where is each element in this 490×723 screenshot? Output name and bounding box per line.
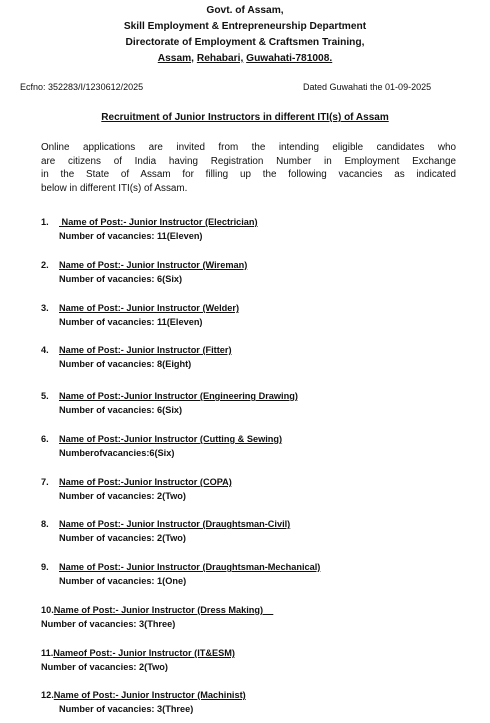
post-name: Name of Post:- Junior Instructor (Welder): [59, 303, 240, 313]
post-number: 10.: [41, 605, 54, 615]
address-guwahati: Guwahati-781008.: [246, 53, 333, 64]
post-item-4: [41, 343, 232, 371]
intro-paragraph: [41, 141, 456, 195]
post-vacancies: Number of vacancies: 3(Three): [41, 619, 176, 629]
post-number: 8.: [41, 519, 49, 529]
post-item-1: [41, 215, 258, 243]
post-item-8: [41, 517, 290, 545]
post-item-12: [41, 688, 246, 716]
intro-line: below in different ITI(s) of Assam.: [41, 182, 188, 194]
dated-line: Dated Guwahati the 01-09-2025: [303, 82, 432, 92]
ecfno-reference: Ecfno: 352283/I/1230612/2025: [20, 82, 144, 92]
post-vacancies: Number of vacancies: 6(Six): [59, 274, 183, 284]
post-number: 4.: [41, 345, 49, 355]
post-vacancies: Number of vacancies: 2(Two): [59, 491, 186, 501]
post-vacancies: Number of vacancies: 1(One): [59, 576, 187, 586]
post-name: Name of Post:-Junior Instructor (Engineering Drawing): [59, 391, 298, 401]
header-line-address: [0, 52, 490, 66]
post-number: 7.: [41, 477, 49, 487]
post-name: Name of Post:- Junior Instructor (Wireman): [59, 260, 248, 270]
post-vacancies: Number of vacancies: 2(Two): [41, 662, 168, 672]
post-name: Name of Post:- Junior Instructor (Machinist): [53, 690, 246, 700]
post-name: Nameof Post:- Junior Instructor (IT&ESM): [53, 648, 235, 658]
post-number: 3.: [41, 303, 49, 313]
post-number: 1.: [41, 217, 49, 227]
post-number: 11.: [41, 648, 54, 658]
post-name: Name of Post:- Junior Instructor (Electrician): [59, 217, 258, 227]
post-vacancies: Number of vacancies: 8(Eight): [59, 359, 192, 369]
intro-line: in the State of Assam for filling up the following vacancies as indicated: [41, 169, 456, 180]
header-line-department: Skill Employment & Entrepreneurship Department: [123, 21, 367, 32]
post-item-6: [41, 432, 282, 460]
post-item-9: [41, 560, 320, 588]
notice-title: Recruitment of Junior Instructors in different ITI(s) of Assam: [101, 112, 389, 123]
post-name: Name of Post:- Junior Instructor (Draughtsman-Mechanical): [59, 562, 321, 572]
header-line-directorate: Directorate of Employment & Craftsmen Training,: [125, 37, 365, 48]
post-number: 2.: [41, 260, 49, 270]
post-vacancies: Number of vacancies: 3(Three): [59, 704, 194, 714]
post-vacancies: Number of vacancies: 6(Six): [59, 405, 183, 415]
post-vacancies: Number of vacancies: 11(Eleven): [59, 231, 203, 241]
post-item-7: [41, 475, 232, 503]
post-name: Name of Post:-Junior Instructor (COPA): [59, 477, 232, 487]
post-item-2: [41, 258, 247, 286]
post-number: 9.: [41, 562, 49, 572]
post-name: Name of Post:- Junior Instructor (Dress Making): [53, 605, 274, 615]
header-line-govt: Govt. of Assam,: [206, 5, 284, 16]
post-number: 12.: [41, 690, 54, 700]
post-name: Name of Post:- Junior Instructor (Fitter): [59, 345, 232, 355]
post-name: Name of Post:- Junior Instructor (Draughtsman-Civil): [59, 519, 291, 529]
post-vacancies: Number of vacancies: 11(Eleven): [59, 317, 203, 327]
intro-line: are citizens of India having Registration Number in Employment Exchange: [41, 155, 456, 167]
address-rehabari: Rehabari,: [196, 53, 244, 64]
post-item-10: [41, 603, 273, 631]
post-vacancies: Number of vacancies: 2(Two): [59, 533, 186, 543]
post-item-3: [41, 301, 239, 329]
address-assam: Assam,: [157, 53, 195, 64]
post-item-11: [41, 646, 235, 674]
post-item-5: [41, 389, 298, 417]
post-vacancies: Numberofvacancies:6(Six): [59, 448, 175, 458]
post-number: 6.: [41, 434, 49, 444]
post-name: Name of Post:-Junior Instructor (Cutting & Sewing): [59, 434, 283, 444]
post-number: 5.: [41, 391, 49, 401]
intro-line: Online applications are invited from the intending eligible candidates who: [41, 142, 456, 153]
